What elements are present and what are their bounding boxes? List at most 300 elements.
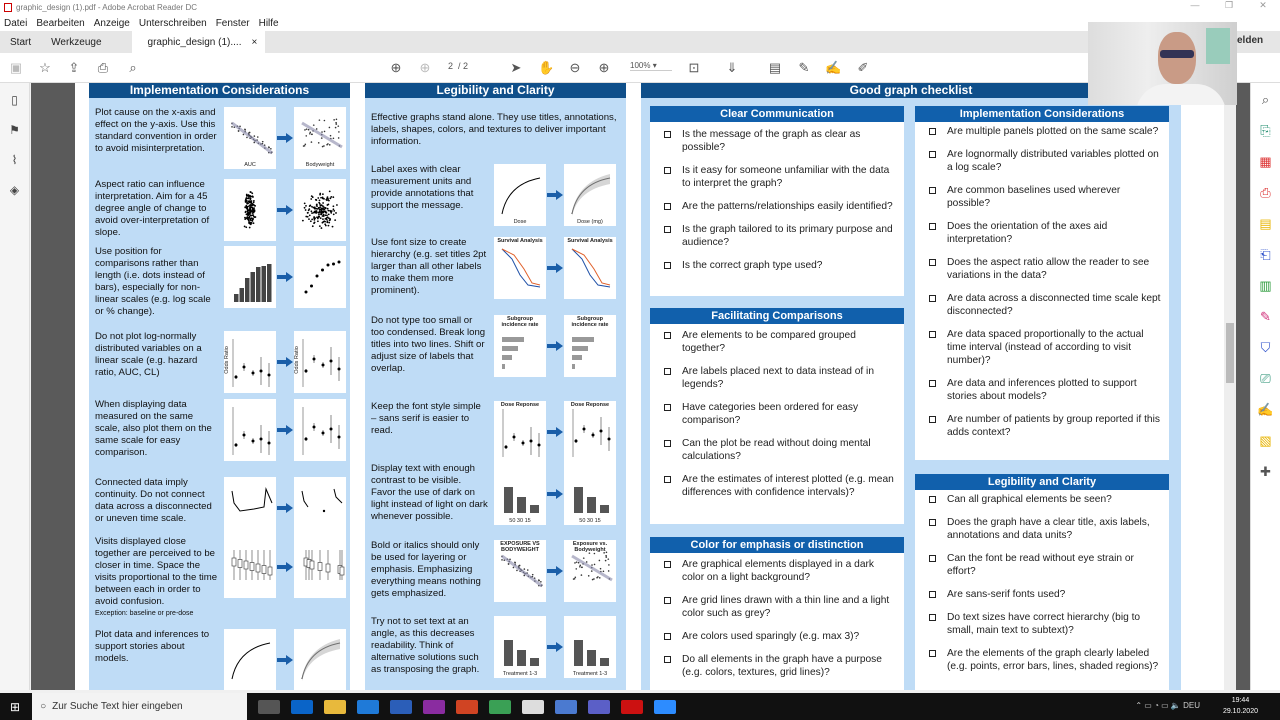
guideline-row: [89, 629, 350, 689]
checklist-item: [929, 125, 1169, 138]
acrobat-taskbar-icon[interactable]: [621, 700, 643, 714]
checkbox-icon: [929, 650, 936, 657]
thumbnail-label: Dose (mg): [577, 219, 603, 225]
guideline-text: Plot data and inferences to support stories about models.: [95, 629, 210, 664]
guideline-note: Exception: baseline or pre-dose: [95, 610, 194, 617]
thumbnail-chart: [224, 179, 276, 241]
arrow-icon: [546, 263, 564, 273]
checkbox-icon: [929, 519, 936, 526]
checkbox-icon: [929, 187, 936, 194]
thumbnail-label: Dose Reponse: [500, 402, 540, 408]
checklist-item-text: Are grid lines drawn with a thin line and a light color such as grey?: [682, 595, 890, 619]
comment-icon[interactable]: ▤: [768, 60, 782, 75]
pdf-page: [75, 83, 1225, 690]
teams-icon[interactable]: [588, 700, 610, 714]
checkbox-icon: [664, 476, 671, 483]
checklist-item: [929, 256, 1169, 282]
thumbnail-chart: [564, 401, 616, 463]
prev-page-icon[interactable]: ⊕: [390, 60, 402, 75]
checkbox-icon: [664, 262, 671, 269]
hand-tool-icon[interactable]: ✋: [538, 60, 555, 75]
before-thumbnail: [494, 315, 546, 377]
guideline-text: Try not to set text at an angle, as this decreases readability. Think of alternative solutions such as transposing the graph.: [371, 616, 480, 675]
search-placeholder: Zur Suche Text hier eingeben: [52, 701, 183, 712]
guideline-text: Do not type too small or too condensed. Break long titles into two lines. Shift or adjust size of labels that overlap.: [371, 315, 486, 374]
checkbox-icon: [929, 496, 936, 503]
word-icon[interactable]: [390, 700, 412, 714]
checklist-item-text: Are multiple panels plotted on the same scale?: [947, 126, 1159, 137]
after-thumbnail: [294, 246, 346, 308]
thumbnail-label: Odds Ratio: [224, 346, 230, 374]
next-page-icon[interactable]: ⊕: [419, 60, 431, 75]
arrow-icon: [546, 427, 564, 437]
thumbnail-chart: [224, 399, 276, 461]
thumbnail-chart: [224, 246, 276, 308]
checkbox-icon: [664, 597, 671, 604]
checklist-item: [664, 164, 904, 190]
guideline-text: Do not plot log-normally distributed variables on a linear scale (e.g. hazard ratio, AUC, CL): [95, 331, 202, 378]
explorer-icon[interactable]: [324, 700, 346, 714]
thumbnail-chart: [494, 401, 546, 463]
checklist-item-text: Are data spaced proportionally to the actual time interval (instead of according to visit number)?: [947, 329, 1144, 366]
thumbnail-chart: [224, 477, 276, 539]
arrow-icon: [276, 357, 294, 367]
after-thumbnail: [294, 477, 346, 539]
guideline-row: [365, 164, 626, 237]
checkbox-icon: [664, 368, 671, 375]
thumbnail-chart: [294, 536, 346, 598]
checklist-item: [929, 516, 1169, 542]
checklist-item-text: Do text sizes have correct hierarchy (big to small, main text to subtext)?: [947, 612, 1141, 636]
box-clear-communication: [650, 106, 904, 296]
thumbnail-label: Exposure vs. Bodyweight: [572, 541, 608, 553]
guideline-row: [89, 536, 350, 629]
box-title: Facilitating Comparisons: [650, 308, 904, 324]
checkbox-icon: [664, 332, 671, 339]
checkbox-icon: [664, 633, 671, 640]
scan-icon[interactable]: ⎚: [1260, 371, 1271, 386]
checklist-item: [664, 128, 904, 154]
checklist-item: [929, 377, 1169, 403]
checklist-item: [929, 413, 1169, 439]
menu-unterschreiben[interactable]: Unterschreiben: [138, 17, 207, 29]
thumbnail-label: Treatment 1-3: [572, 671, 608, 677]
thumbnail-chart: [294, 331, 346, 393]
language-indicator[interactable]: DEU: [1183, 701, 1200, 710]
thumbnail-chart: [224, 629, 276, 690]
checkbox-icon: [664, 404, 671, 411]
print-icon[interactable]: ⎙: [97, 60, 109, 75]
checklist-item: [929, 184, 1169, 210]
panel-title: Legibility and Clarity: [365, 83, 626, 98]
checkbox-icon: [664, 656, 671, 663]
checklist-item: [664, 259, 904, 272]
checklist-item: [664, 558, 904, 584]
webcam-overlay: [1088, 22, 1237, 105]
menu-anzeige[interactable]: Anzeige: [93, 17, 130, 29]
after-thumbnail: [294, 107, 346, 169]
guideline-row: [89, 331, 350, 399]
tab-document-label: graphic_design (1)....: [147, 36, 242, 48]
guideline-text: Use position for comparisons rather than length (i.e. dots instead of bars), especially for non-linear scales (e.g. log scale or % change).: [95, 246, 211, 317]
zoom-out-icon[interactable]: ⊖: [569, 60, 581, 75]
checkbox-icon: [929, 380, 936, 387]
box-title: Color for emphasis or distinction: [650, 537, 904, 553]
arrow-icon: [546, 190, 564, 200]
checklist-item: [929, 148, 1169, 174]
draw-icon[interactable]: ✍: [825, 60, 842, 75]
thumbnail-label: Odds Ratio: [294, 346, 300, 374]
panel-title: Good graph checklist: [641, 83, 1181, 98]
checklist-item: [929, 588, 1169, 601]
zoom-in-icon[interactable]: ⊕: [598, 60, 610, 75]
system-tray[interactable]: ⌃ ▭ ◔ ▭ 🔈 DEU: [1135, 701, 1200, 710]
thumbnail-chart: [224, 331, 276, 393]
thumbnail-label: Survival Analysis: [567, 238, 613, 244]
guideline-row: [89, 179, 350, 246]
intro-text: Effective graphs stand alone. They use titles, annotations, labels, shapes, colors, and textures to deliver important information.: [371, 112, 617, 147]
checklist-item: [929, 220, 1169, 246]
checklist-item: [664, 401, 904, 427]
arrow-icon: [546, 566, 564, 576]
panel-title: Implementation Considerations: [89, 83, 350, 98]
taskbar: [0, 693, 1280, 720]
box-facilitating-comparisons: [650, 308, 904, 524]
checklist-item: [929, 292, 1169, 318]
thumbnail-label: Dose Reponse: [570, 402, 610, 408]
checkbox-icon: [664, 203, 671, 210]
star-icon[interactable]: ☆: [39, 60, 51, 75]
after-thumbnail: [564, 164, 616, 226]
clock[interactable]: [1223, 695, 1258, 717]
after-thumbnail: [294, 179, 346, 241]
before-thumbnail: [494, 237, 546, 299]
highlight-icon[interactable]: ✎: [798, 60, 810, 75]
thumbnail-chart: [294, 179, 346, 241]
checklist-item-text: Can all graphical elements be seen?: [947, 494, 1112, 505]
checklist-item-text: Do all elements in the graph have a purpose (e.g. colors, textures, grid lines)?: [682, 654, 882, 678]
send-file-icon[interactable]: ▧: [1259, 433, 1272, 448]
checklist-item-text: Does the aspect ratio allow the reader to see variations in the data?: [947, 257, 1150, 281]
guideline-row: [365, 315, 626, 401]
arrow-icon: [276, 205, 294, 215]
powerpoint-icon[interactable]: [456, 700, 478, 714]
checklist-item-text: Does the graph have a clear title, axis labels, annotations and data units?: [947, 517, 1150, 541]
document-area: [31, 83, 1250, 690]
arrow-icon: [276, 272, 294, 282]
checkbox-icon: [929, 223, 936, 230]
checkbox-icon: [664, 440, 671, 447]
title-bar: [0, 0, 1280, 15]
box-title: Clear Communication: [650, 106, 904, 122]
guideline-text: Connected data imply continuity. Do not connect data across a disconnected or uneven time scale.: [95, 477, 212, 524]
guideline-text: Keep the font style simple – sans serif is easier to read.: [371, 401, 481, 436]
checklist-item-text: Is the message of the graph as clear as possible?: [682, 129, 861, 153]
checklist-item: [929, 493, 1169, 506]
box-implementation: [915, 106, 1169, 460]
checklist-item-text: Are number of patients by group reported if this adds context?: [947, 414, 1160, 438]
scroll-mode-icon[interactable]: ⇓: [726, 60, 738, 75]
thumbnail-chart: [564, 237, 616, 299]
thumbnail-chart: [564, 616, 616, 678]
export-pdf-icon[interactable]: ⎘: [1260, 123, 1271, 138]
checklist-item: [664, 473, 904, 499]
arrow-icon: [546, 341, 564, 351]
checkbox-icon: [929, 331, 936, 338]
organize-pages-icon[interactable]: ▦: [1259, 154, 1272, 169]
page-number-input[interactable]: 2: [448, 61, 454, 71]
arrow-icon: [276, 503, 294, 513]
thumbnail-chart: [564, 463, 616, 525]
panel-checklist: [641, 83, 1181, 690]
checklist-item-text: Are lognormally distributed variables plotted on a log scale?: [947, 149, 1159, 173]
after-thumbnail: [564, 616, 616, 678]
arrow-icon: [276, 562, 294, 572]
checklist-item: [664, 329, 904, 355]
bookmark-icon[interactable]: ⚑: [9, 123, 20, 137]
layers-icon[interactable]: ◈: [9, 183, 20, 197]
sign-tool-icon[interactable]: ✍: [1257, 402, 1274, 417]
guideline-text: Aspect ratio can influence interpretation. Aim for a 45 degree angle of change to avoid over-interpretation of slope.: [95, 179, 210, 238]
guideline-row: [365, 540, 626, 616]
panel-implementation: [89, 83, 350, 690]
checklist-item-text: Are elements to be compared grouped together?: [682, 330, 856, 354]
guideline-text: Plot cause on the x-axis and effect on the y-axis. Use this standard convention in order to avoid misinterpretation.: [95, 107, 217, 154]
checklist-item-text: Are the estimates of interest plotted (e.g. mean differences with confidence intervals)?: [682, 474, 894, 498]
thumbnail-chart: [294, 629, 346, 690]
maximize-button[interactable]: ❐: [1224, 0, 1234, 10]
thumbnail-label: EXPOSURE VS BODYWEIGHT: [500, 541, 540, 553]
checklist-item: [664, 594, 904, 620]
outlook-icon[interactable]: [291, 700, 313, 714]
save-icon[interactable]: ▣: [9, 60, 23, 75]
thumbnail-chart: [494, 237, 546, 299]
after-thumbnail: [564, 315, 616, 377]
checkbox-icon: [664, 561, 671, 568]
after-thumbnail: [564, 540, 616, 602]
panel-legibility: [365, 83, 626, 690]
menu-fenster[interactable]: Fenster: [215, 17, 250, 29]
guideline-text: When displaying data measured on the same scale, also plot them on the same scale for easy comparison.: [95, 399, 212, 458]
page-total: / 2: [458, 61, 469, 71]
thumbnail-label: Subgroup incidence rate: [501, 316, 539, 328]
thumbnail-label: AUC: [244, 162, 256, 168]
fill-sign-icon[interactable]: ✎: [1260, 309, 1271, 324]
tab-tools[interactable]: Werkzeuge: [51, 36, 102, 48]
thumbnail-chart: [494, 616, 546, 678]
checkbox-icon: [929, 259, 936, 266]
checklist-item-text: Are data across a disconnected time scale kept disconnected?: [947, 293, 1161, 317]
onenote-icon[interactable]: [423, 700, 445, 714]
arrow-icon: [276, 425, 294, 435]
zoom-value: 100%: [630, 61, 651, 70]
before-thumbnail: [224, 331, 276, 393]
checkbox-icon: [929, 128, 936, 135]
checklist-item-text: Does the orientation of the axes aid interpretation?: [947, 221, 1108, 245]
edge-icon[interactable]: [357, 700, 379, 714]
before-thumbnail: [224, 477, 276, 539]
guideline-row: [365, 463, 626, 540]
checklist-item: [664, 653, 904, 679]
checklist-item: [664, 223, 904, 249]
checklist-item-text: Are data and inferences plotted to support stories about models?: [947, 378, 1137, 402]
checklist-item-text: Are the elements of the graph clearly labeled (e.g. points, error bars, lines, shaded regions)?: [947, 648, 1159, 672]
arrow-icon: [276, 133, 294, 143]
checklist-item: [929, 611, 1169, 637]
thumbnail-label: Bodyweight: [305, 162, 335, 168]
checkbox-icon: [664, 167, 671, 174]
search-icon[interactable]: ⌕: [129, 60, 137, 75]
taskbar-search[interactable]: [32, 693, 247, 720]
after-thumbnail: [294, 399, 346, 461]
checkbox-icon: [929, 295, 936, 302]
thumbnail-chart: [564, 164, 616, 226]
guideline-row: [365, 237, 626, 315]
guideline-row: [89, 246, 350, 331]
box-color: [650, 537, 904, 690]
right-tools-panel: [1250, 83, 1280, 690]
thumbnail-chart: [494, 164, 546, 226]
store-icon[interactable]: [522, 700, 544, 714]
thumbnail-label: Dose: [513, 219, 527, 225]
box-title: Implementation Considerations: [915, 106, 1169, 122]
tab-start[interactable]: Start: [10, 36, 32, 48]
before-thumbnail: [494, 401, 546, 463]
checklist-item-text: Can the font be read without eye strain or effort?: [947, 553, 1134, 577]
compress-icon[interactable]: ▥: [1259, 278, 1272, 293]
arrow-icon: [546, 489, 564, 499]
date: 29.10.2020: [1222, 708, 1258, 715]
cortana-icon: ○: [40, 701, 47, 712]
checklist-item: [929, 647, 1169, 673]
edit-pdf-icon[interactable]: ⎗: [1260, 247, 1271, 262]
thumbnail-chart: [294, 477, 346, 539]
guideline-row: [365, 401, 626, 463]
checklist-item-text: Are labels placed next to data instead of in legends?: [682, 366, 874, 390]
guideline-text: Bold or italics should only be used for layering or emphasis. Emphasizing everything means nothing gets emphasized.: [371, 540, 481, 599]
thumbnail-chart: [224, 536, 276, 598]
thumbnail-chart: [294, 399, 346, 461]
guideline-row: [89, 107, 350, 179]
create-pdf-icon[interactable]: ⎙: [1260, 185, 1271, 200]
sign-in-label[interactable]: elden: [1237, 35, 1264, 46]
zoom-search-icon[interactable]: ⌕: [1261, 92, 1270, 107]
checkbox-icon: [929, 151, 936, 158]
before-thumbnail: [224, 629, 276, 690]
attachment-icon[interactable]: ⌇: [11, 153, 18, 167]
after-thumbnail: [564, 401, 616, 463]
checklist-item-text: Are common baselines used wherever possible?: [947, 185, 1121, 209]
fit-page-icon[interactable]: ⊡: [688, 60, 700, 75]
vertical-scrollbar[interactable]: [1224, 83, 1236, 690]
thumbnail-chart: [294, 107, 346, 169]
arrow-icon: [546, 642, 564, 652]
checklist-item-text: Have categories been ordered for easy comparison?: [682, 402, 859, 426]
upload-cloud-icon[interactable]: ⇪: [68, 60, 80, 75]
checklist-item: [664, 365, 904, 391]
guideline-text: Visits displayed close together are perceived to be closer in time. Space the visits proportional to the time between each in order to avoid confusion.: [95, 536, 218, 607]
zoom-select[interactable]: 100% ▾: [630, 61, 672, 71]
checklist-item-text: Are sans-serif fonts used?: [947, 589, 1066, 600]
close-window-button[interactable]: ✕: [1259, 0, 1267, 10]
checklist-item: [664, 437, 904, 463]
page-thumbnails-icon[interactable]: ▯: [11, 93, 18, 107]
checklist-item: [929, 328, 1169, 367]
scrollbar-thumb[interactable]: [1226, 323, 1234, 383]
menu-bearbeiten[interactable]: Bearbeiten: [36, 17, 85, 29]
guideline-text: Display text with enough contrast to be visible. Favor the use of dark on light instead of light on dark whenever possible.: [371, 463, 488, 522]
checklist-item-text: Can the plot be read without doing mental calculations?: [682, 438, 871, 462]
task-view-icon[interactable]: [258, 700, 280, 714]
window-title: graphic_design (1).pdf - Adobe Acrobat Reader DC: [16, 3, 197, 12]
comment-tool-icon[interactable]: ▤: [1259, 216, 1272, 231]
checkbox-icon: [929, 591, 936, 598]
guideline-text: Use font size to create hierarchy (e.g. set titles 2pt larger than all other labels to make them more prominent).: [371, 237, 487, 296]
minimize-button[interactable]: —: [1190, 0, 1200, 10]
after-thumbnail: [294, 629, 346, 690]
checkbox-icon: [664, 131, 671, 138]
checklist-item: [929, 552, 1169, 578]
menu-datei[interactable]: Datei: [4, 17, 28, 29]
checkbox-icon: [664, 226, 671, 233]
close-tab-icon[interactable]: ×: [251, 36, 258, 48]
arrow-icon: [276, 655, 294, 665]
thumbnail-label: 50 30 15: [579, 518, 601, 524]
thumbnail-label: Treatment 1-3: [502, 671, 538, 677]
before-thumbnail: [224, 107, 276, 169]
select-cursor-icon[interactable]: ➤: [510, 60, 522, 75]
menu-hilfe[interactable]: Hilfe: [258, 17, 279, 29]
zoom-app-icon[interactable]: [654, 700, 676, 714]
after-thumbnail: [564, 237, 616, 299]
before-thumbnail: [224, 536, 276, 598]
thumbnail-chart: [224, 107, 276, 169]
before-thumbnail: [494, 463, 546, 525]
checklist-item-text: Are the patterns/relationships easily identified?: [682, 201, 893, 212]
windows-start-icon[interactable]: ⊞: [10, 699, 21, 714]
tab-document[interactable]: [132, 31, 266, 53]
checklist-item-text: Are graphical elements displayed in a dark color on a light background?: [682, 559, 874, 583]
time: 19:44: [1231, 697, 1250, 704]
box-title: Legibility and Clarity: [915, 474, 1169, 490]
protect-icon[interactable]: ⛉: [1260, 340, 1271, 355]
sign-icon[interactable]: ✐: [857, 60, 869, 75]
checkbox-icon: [929, 614, 936, 621]
thumbnail-label: Subgroup incidence rate: [571, 316, 609, 328]
checkbox-icon: [929, 416, 936, 423]
left-nav-panel: [0, 83, 30, 690]
guideline-row: [89, 477, 350, 536]
before-thumbnail: [224, 179, 276, 241]
checklist-item-text: Are colors used sparingly (e.g. max 3)?: [682, 631, 860, 642]
before-thumbnail: [224, 399, 276, 461]
checklist-item: [664, 200, 904, 213]
thumbnail-label: Survival Analysis: [497, 238, 543, 244]
checkbox-icon: [929, 555, 936, 562]
chrome-icon[interactable]: [489, 700, 511, 714]
checklist-item-text: Is the correct graph type used?: [682, 260, 823, 271]
after-thumbnail: [294, 536, 346, 598]
before-thumbnail: [224, 246, 276, 308]
more-tools-icon[interactable]: ✚: [1260, 464, 1271, 479]
r-icon[interactable]: [555, 700, 577, 714]
thumbnail-chart: [294, 246, 346, 308]
guideline-text: Label axes with clear measurement units and provide annotations that support the message.: [371, 164, 474, 211]
box-legibility: [915, 474, 1169, 690]
after-thumbnail: [564, 463, 616, 525]
checklist-item-text: Is it easy for someone unfamiliar with the data to interpret the graph?: [682, 165, 890, 189]
before-thumbnail: [494, 540, 546, 602]
